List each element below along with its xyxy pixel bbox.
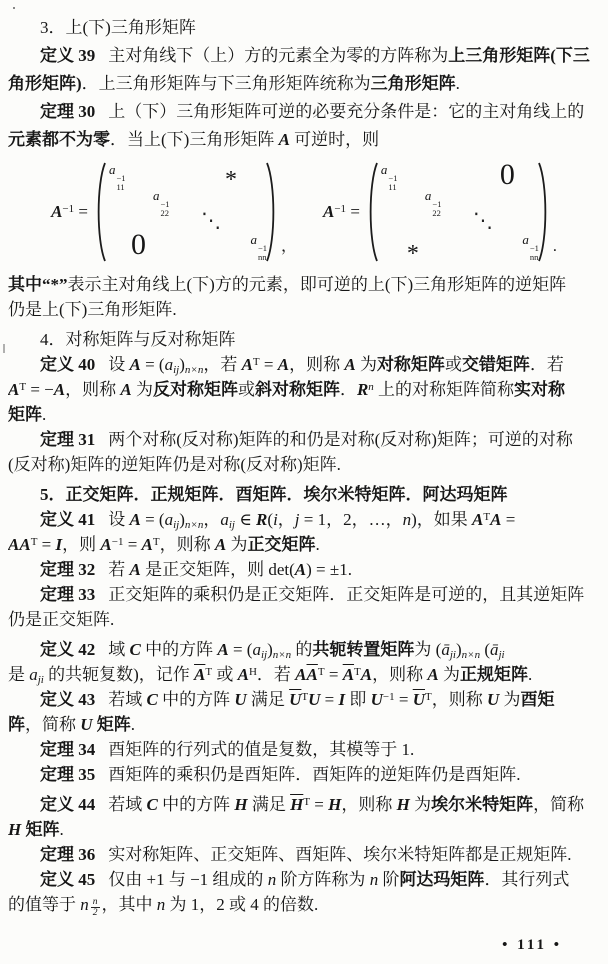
text-segment: = — [310, 795, 329, 814]
text-segment: 为 — [438, 665, 460, 684]
text-segment: 酉矩 — [520, 690, 555, 709]
text-line — [8, 817, 598, 842]
text-segment: n×n — [184, 364, 204, 376]
text-segment: ) — [267, 640, 273, 659]
text-segment: n — [267, 870, 277, 889]
matrix-entry: a −1 11 — [108, 162, 126, 192]
text-segment: 为 — [355, 355, 377, 374]
zero-block: 0 — [499, 158, 515, 191]
text-segment: 为 — [409, 795, 432, 814]
text-segment: T — [252, 356, 260, 368]
diagonal-dots: ⋱ — [472, 208, 493, 232]
text-segment: 主对角线下（上）方的元素全为零的方阵称为 — [108, 46, 449, 65]
upper-triangular-inverse-formula — [51, 160, 297, 264]
matrix-entry: a −1 11 — [380, 162, 398, 192]
matrix-entry: a −1 22 — [152, 188, 170, 218]
text-segment: 阿达玛矩阵 — [399, 870, 485, 889]
text-line — [8, 507, 598, 532]
text-segment: 三角形矩阵 — [370, 74, 456, 93]
text-segment: 的共轭复数)，记作 — [43, 665, 195, 684]
text-segment: I — [338, 690, 346, 709]
text-segment: 正交矩阵的乘积仍是正交矩阵．正交矩阵是可逆的，且其逆矩阵 — [108, 585, 585, 604]
text-segment: A — [129, 560, 141, 579]
text-segment: 矩阵 — [96, 715, 131, 734]
scan-artifact — [3, 344, 5, 353]
text-segment: ．若 — [256, 665, 296, 684]
text-segment: H — [328, 795, 342, 814]
text-segment: A — [295, 665, 307, 684]
text-segment: 满足 — [247, 795, 291, 814]
text-segment: A — [217, 640, 229, 659]
text-line — [8, 327, 598, 352]
text-segment: ．当上(下)三角形矩阵 — [110, 130, 279, 149]
text-segment: 即 — [345, 690, 371, 709]
text-segment: . — [455, 74, 460, 93]
text-line — [8, 637, 598, 662]
text-line — [8, 532, 598, 557]
text-segment: . — [59, 820, 64, 839]
text-segment: ) — [179, 355, 185, 374]
text-line — [8, 352, 598, 377]
text-segment: 中的方阵 — [157, 795, 235, 814]
text-segment: A — [237, 665, 249, 684]
term-label: 定理 33 — [40, 585, 96, 604]
text-segment: T — [317, 666, 325, 678]
text-segment: 阵 — [8, 715, 25, 734]
zero-block: 0 — [130, 228, 146, 261]
text-segment: 或 — [212, 665, 238, 684]
text-segment: a — [220, 510, 229, 529]
text-segment: 矩阵 — [25, 820, 60, 839]
page-number: • 111 • — [502, 937, 562, 953]
text-segment: I — [55, 535, 63, 554]
text-line — [8, 687, 598, 712]
text-segment: A — [427, 665, 439, 684]
matrix-symbol: A — [51, 202, 63, 221]
text-segment: ( — [267, 510, 274, 529]
text-segment: ∈ — [234, 510, 257, 529]
term-label: 定义 43 — [40, 690, 96, 709]
text-line — [8, 402, 598, 427]
text-segment: A — [53, 380, 66, 399]
text-segment: T — [301, 691, 309, 703]
inverse-matrix-formulas — [0, 158, 608, 266]
text-segment: . — [130, 715, 136, 734]
text-segment: n — [402, 510, 412, 529]
text-line — [8, 842, 598, 867]
text-segment: 正交矩阵 — [247, 535, 316, 554]
text-segment: U — [80, 715, 93, 734]
text-line — [8, 427, 598, 452]
text-line — [8, 452, 598, 477]
text-segment: A — [277, 355, 290, 374]
equals-sign: = — [78, 202, 88, 221]
text-segment: 对称矩阵 — [376, 355, 445, 374]
text-segment: 酉矩阵的行列式的值是复数，其模等于 1. — [108, 740, 415, 759]
text-segment: A — [360, 665, 373, 684]
text-segment: A — [129, 355, 141, 374]
text-segment: 上的对称矩阵简称 — [373, 380, 515, 399]
text-segment: 中的方阵 — [140, 640, 218, 659]
text-segment: ，则称 — [431, 690, 487, 709]
text-segment: 4．对称矩阵与反对称矩阵 — [40, 330, 236, 349]
formula-lhs — [323, 202, 360, 222]
text-line — [8, 377, 598, 402]
text-line — [8, 712, 598, 737]
text-segment: (反对称)矩阵的逆矩阵仍是对称(反对称)矩阵. — [8, 455, 341, 474]
text-segment: ji — [498, 649, 505, 661]
text-line — [8, 662, 598, 687]
text-segment: A — [120, 380, 132, 399]
text-segment: 为 — [499, 690, 521, 709]
text-segment: A — [241, 355, 253, 374]
text-segment: C — [146, 690, 158, 709]
text-segment: 共轭转置矩阵 — [312, 640, 415, 659]
text-segment: = ( — [228, 640, 253, 659]
text-segment: = — [123, 535, 142, 554]
text-segment: $\overline{A}$ — [194, 665, 206, 684]
term-label: 定理 36 — [40, 845, 96, 864]
text-segment: T — [483, 511, 491, 523]
text-segment: = — [259, 355, 278, 374]
text-segment: H — [396, 795, 410, 814]
text-segment: a — [164, 355, 174, 374]
text-segment: 是正交矩阵，则 det( — [140, 560, 295, 579]
text-segment: T — [425, 691, 432, 703]
text-segment: 实对称矩阵、正交矩阵、酉矩阵、埃尔米特矩阵都是正规矩阵. — [108, 845, 572, 864]
text-segment: 酉矩阵的乘积仍是酉矩阵．酉矩阵的逆矩阵仍是酉矩阵. — [108, 765, 521, 784]
star-block: * — [406, 241, 419, 267]
text-segment: ，简称 — [25, 715, 81, 734]
text-segment: 可逆时，则 — [289, 130, 380, 149]
text-segment: 或 — [237, 380, 255, 399]
text-segment: = — [501, 510, 516, 529]
text-line — [8, 582, 598, 607]
text-segment: ij — [260, 649, 268, 661]
text-segment: )，如果 — [411, 510, 473, 529]
text-segment: T — [205, 666, 213, 678]
text-segment: 埃尔米特矩阵 — [431, 795, 534, 814]
text-segment: 设 — [108, 355, 130, 374]
text-segment: 元素都不为零 — [8, 130, 110, 149]
text-segment: 满足 — [246, 690, 290, 709]
inverse-exponent: −1 — [62, 203, 75, 215]
text-segment: T — [303, 796, 311, 808]
text-segment: ā — [490, 640, 499, 659]
formula-lhs — [51, 202, 88, 222]
text-segment: H — [248, 666, 257, 678]
matrix-entry: a −1 nn — [522, 232, 539, 262]
text-segment: 为 1，2 或 4 的倍数. — [165, 895, 319, 914]
matrix-symbol: A — [323, 202, 335, 221]
text-segment: R — [356, 380, 369, 399]
diagonal-dots: ⋱ — [200, 208, 221, 232]
text-segment: 3．上(下)三角形矩阵 — [40, 18, 196, 37]
text-segment: n — [156, 895, 166, 914]
text-segment: = − — [26, 380, 54, 399]
text-segment: 反对称矩阵 — [152, 380, 238, 399]
text-segment: 其中 — [8, 275, 42, 294]
text-segment: A — [214, 535, 227, 554]
text-segment: 仍是正交矩阵. — [8, 610, 115, 629]
text-segment: A — [278, 130, 290, 149]
text-segment: 矩阵 — [8, 405, 42, 424]
text-segment: 仍是上(下)三角形矩阵. — [8, 300, 177, 319]
text-segment: ā — [441, 640, 450, 659]
text-segment: 交错矩阵 — [461, 355, 530, 374]
text-segment: . — [315, 535, 320, 554]
text-segment: A — [344, 355, 356, 374]
text-segment: ，其中 — [101, 895, 157, 914]
text-segment: = — [37, 535, 56, 554]
text-segment: 若域 — [108, 795, 147, 814]
text-segment: ．其行列式 — [484, 870, 570, 889]
term-label: 定义 42 — [40, 640, 96, 659]
text-segment: j — [294, 510, 300, 529]
text-segment: a — [164, 510, 174, 529]
text-segment: a — [29, 665, 38, 684]
text-segment: $\overline{A}$ — [342, 665, 355, 684]
text-segment: ，若 — [203, 355, 242, 374]
text-segment: 若 — [108, 560, 130, 579]
text-segment: i — [273, 510, 278, 529]
text-segment: 若域 — [108, 690, 147, 709]
text-segment: H — [234, 795, 248, 814]
text-line — [8, 762, 598, 787]
text-segment: C — [129, 640, 141, 659]
text-segment: a — [252, 640, 261, 659]
text-segment: 实对称 — [514, 380, 566, 399]
text-segment: . — [527, 665, 533, 684]
text-line — [8, 792, 598, 817]
text-segment: ，则称 — [65, 380, 121, 399]
text-segment: T — [30, 536, 38, 548]
matrix-entry: a −1 22 — [424, 188, 442, 218]
star-block: * — [224, 167, 237, 193]
text-segment: H — [8, 820, 22, 839]
equals-sign: = — [350, 202, 360, 221]
text-segment: 中的方阵 — [157, 690, 235, 709]
text-segment: $\overline{H}$ — [290, 795, 304, 814]
text-segment: 域 — [108, 640, 130, 659]
text-segment: = 1，2，…， — [299, 510, 403, 529]
text-segment: ． — [339, 380, 357, 399]
text-segment: R — [256, 510, 268, 529]
text-segment: A — [8, 535, 20, 554]
text-segment: n×n — [184, 519, 204, 531]
text-segment: A — [490, 510, 502, 529]
text-line — [8, 867, 598, 892]
text-segment: A — [8, 380, 20, 399]
text-segment: 两个对称(反对称)矩阵的和仍是对称(反对称)矩阵；可逆的对称 — [108, 430, 573, 449]
text-segment: ，则称 — [289, 355, 345, 374]
text-segment: = — [324, 665, 343, 684]
text-segment: U — [308, 690, 321, 709]
text-line — [8, 98, 598, 126]
text-line — [8, 607, 598, 632]
text-block-bottom — [0, 272, 608, 918]
text-segment: ij — [173, 364, 180, 376]
text-segment: = ( — [140, 355, 165, 374]
text-segment: ，简称 — [533, 795, 585, 814]
text-segment: 阶 — [378, 870, 400, 889]
term-label: 定义 39 — [40, 46, 96, 65]
text-segment: n — [368, 381, 374, 393]
text-segment: U — [234, 690, 247, 709]
text-segment: ) = ±1. — [306, 560, 352, 579]
text-segment: “*” — [42, 275, 68, 294]
text-line — [8, 737, 598, 762]
text-segment: ，则称 — [159, 535, 215, 554]
text-segment: U — [487, 690, 500, 709]
text-segment: 阶方阵称为 — [276, 870, 370, 889]
text-line — [8, 42, 598, 70]
text-segment: 表示主对角线上(下)方的元素，即可逆的上(下)三角形矩阵的逆矩阵 — [67, 275, 567, 294]
text-segment: A — [141, 535, 153, 554]
text-segment: ．若 — [529, 355, 564, 374]
text-segment: ij — [228, 519, 235, 531]
matrix-body — [107, 164, 265, 260]
text-segment: $\frac{n}{2}$ — [92, 897, 98, 918]
text-segment: 正规矩阵 — [459, 665, 528, 684]
text-segment: ，则称 — [372, 665, 428, 684]
text-segment: 角形矩阵) — [8, 74, 82, 93]
text-segment: ) — [179, 510, 185, 529]
text-segment: 上（下）三角形矩阵可逆的必要充分条件是：它的主对角线上的 — [108, 102, 585, 121]
text-block-top — [0, 0, 608, 154]
text-segment: A — [19, 535, 31, 554]
text-segment: 上三角形矩阵(下三 — [448, 46, 590, 65]
text-segment: 为 — [226, 535, 248, 554]
text-segment: −1 — [382, 691, 395, 703]
text-segment: ， — [203, 510, 221, 529]
text-line — [8, 297, 598, 322]
text-segment: n×n — [461, 649, 481, 661]
text-segment: ．上三角形矩阵与下三角形矩阵统称为 — [81, 74, 371, 93]
text-segment: $\overline{U}$ — [412, 690, 426, 709]
term-label: 定理 34 — [40, 740, 96, 759]
text-segment: 斜对称矩阵 — [254, 380, 340, 399]
text-segment: n — [369, 870, 379, 889]
text-segment: 设 — [108, 510, 130, 529]
scan-artifact — [13, 7, 15, 9]
text-segment: . — [42, 405, 47, 424]
text-segment: 5．正交矩阵．正规矩阵．酉矩阵．埃尔米特矩阵．阿达玛矩阵 — [40, 485, 508, 504]
term-label: 定义 40 — [40, 355, 96, 374]
inverse-exponent: −1 — [334, 203, 347, 215]
text-segment: = — [320, 690, 339, 709]
matrix-entry: a −1 nn — [250, 232, 267, 262]
text-line — [8, 557, 598, 582]
left-paren — [366, 160, 379, 264]
text-segment: ij — [173, 519, 180, 531]
text-segment: T — [19, 381, 27, 393]
text-line — [8, 126, 598, 154]
text-segment: ，则 — [62, 535, 101, 554]
text-segment: n×n — [272, 649, 292, 661]
text-segment: 是 — [8, 665, 30, 684]
text-segment: T — [354, 666, 361, 678]
term-label: 定义 41 — [40, 510, 96, 529]
text-segment: ，则称 — [341, 795, 397, 814]
left-paren — [94, 160, 107, 264]
text-segment: A — [129, 510, 141, 529]
text-segment: ji — [449, 649, 456, 661]
term-label: 定理 32 — [40, 560, 96, 579]
text-segment: 或 — [444, 355, 462, 374]
term-label: 定义 45 — [40, 870, 96, 889]
text-segment: ， — [277, 510, 295, 529]
text-segment: T — [152, 536, 160, 548]
text-segment: C — [146, 795, 158, 814]
text-segment: 为 ( — [414, 640, 442, 659]
text-line — [8, 14, 598, 42]
text-segment: U — [370, 690, 383, 709]
text-line — [8, 70, 598, 98]
formula-separator: . — [552, 238, 557, 255]
text-segment: −1 — [111, 536, 124, 548]
text-line — [8, 892, 598, 918]
term-label: 定理 30 — [40, 102, 96, 121]
text-segment: $\overline{A}$ — [306, 665, 318, 684]
text-segment: = ( — [140, 510, 165, 529]
term-label: 定理 35 — [40, 765, 96, 784]
text-segment: = — [394, 690, 413, 709]
text-segment: A — [472, 510, 484, 529]
text-segment: 的 — [291, 640, 313, 659]
text-segment: 的值等于 — [8, 895, 81, 914]
matrix-body — [379, 158, 539, 267]
text-segment: 为 — [131, 380, 153, 399]
term-label: 定理 31 — [40, 430, 96, 449]
text-line — [8, 482, 598, 507]
text-segment: A — [100, 535, 112, 554]
text-segment: 仅由 +1 与 −1 组成的 — [108, 870, 268, 889]
text-line — [8, 272, 598, 297]
formula-separator: ， — [280, 238, 297, 255]
text-segment: ) — [455, 640, 462, 659]
text-segment: ji — [37, 674, 44, 686]
text-segment: ( — [480, 640, 490, 659]
lower-triangular-inverse-formula — [323, 158, 557, 267]
text-segment: A — [294, 560, 307, 579]
term-label: 定义 44 — [40, 795, 96, 814]
text-segment: n — [80, 895, 89, 914]
text-segment: $\overline{U}$ — [289, 690, 302, 709]
